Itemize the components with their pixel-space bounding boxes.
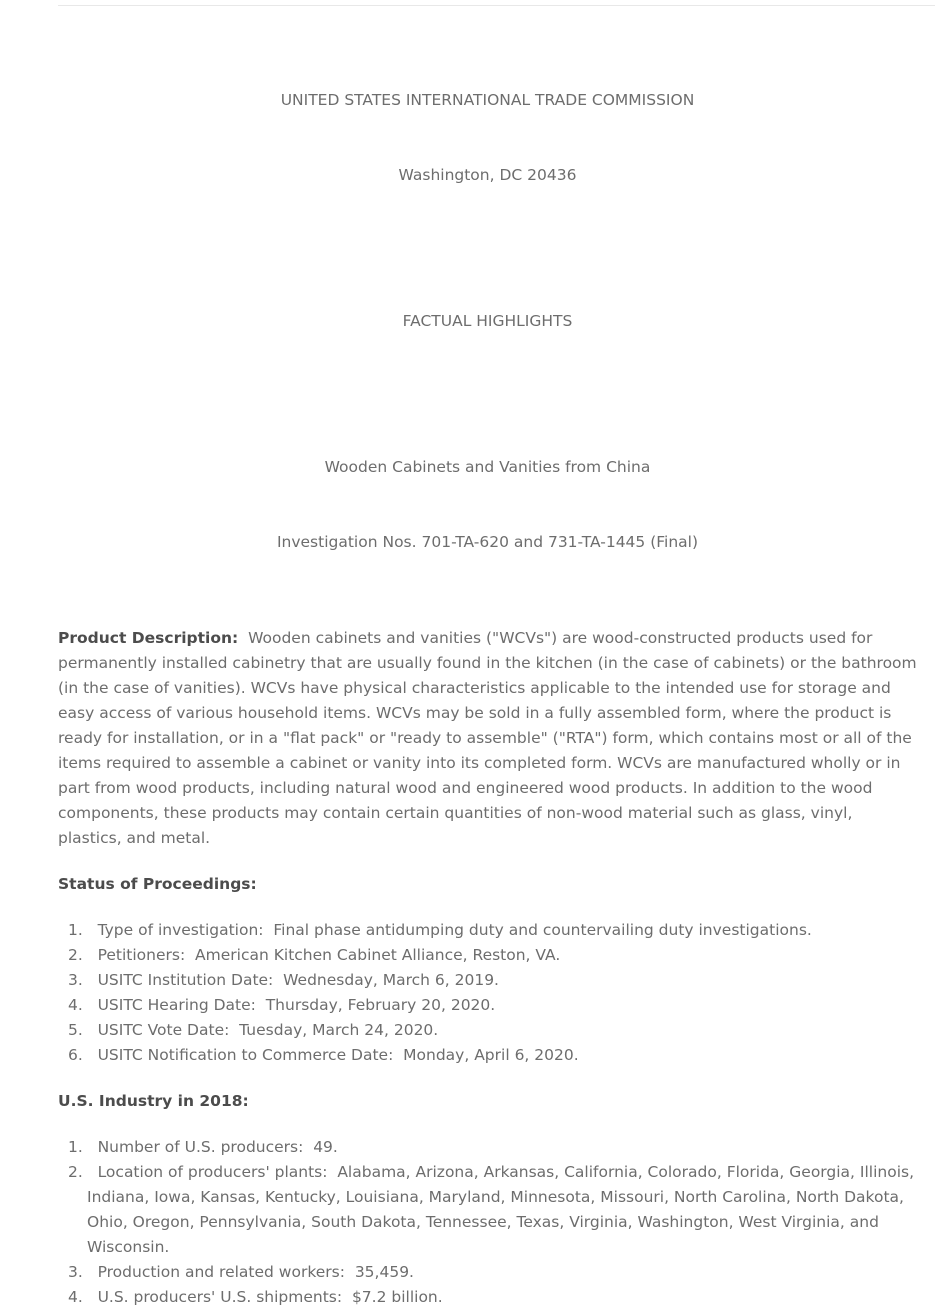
org-address: Washington, DC 20436 <box>398 166 577 184</box>
us-industry-list <box>58 1135 917 1310</box>
product-description-paragraph <box>58 626 922 851</box>
list-item: 3. Production and related workers: 35,459. <box>68 1263 414 1281</box>
list-item: 1. Type of investigation: Final phase antidumping duty and countervailing duty investigations. <box>68 921 812 939</box>
product-description-label: Product Description: <box>58 629 239 647</box>
list-item: 1. Number of U.S. producers: 49. <box>68 1138 338 1156</box>
list-item: 6. USITC Notification to Commerce Date: Monday, April 6, 2020. <box>68 1046 579 1064</box>
doc-type-title: FACTUAL HIGHLIGHTS <box>402 312 573 330</box>
status-of-proceedings-list <box>58 918 917 1068</box>
list-item: 2. Petitioners: American Kitchen Cabinet Alliance, Reston, VA. <box>68 946 561 964</box>
org-name: UNITED STATES INTERNATIONAL TRADE COMMISSION <box>280 91 695 109</box>
doc-type-block <box>58 259 917 384</box>
case-header-block <box>58 405 917 605</box>
case-investigation-numbers: Investigation Nos. 701-TA-620 and 731-TA-1445 (Final) <box>276 533 699 551</box>
product-description-text: Wooden cabinets and vanities ("WCVs") are wood-constructed products used for permanently installed cabinetry that are usually found in the kitchen (in the case of cabinets) or the bathroom (in the case of vanities). WCVs have physical characteristics applicable to the intended use for storage and easy access of various household items. WCVs may be sold in a fully assembled form, where the product is ready for installation, or in a "flat pack" or "ready to assemble" ("RTA") form, which contains most or all of the items required to assemble a cabinet or vanity into its completed form. WCVs are manufactured wholly or in part from wood products, including natural wood and engineered wood products. In addition to the wood components, these products may contain certain quantities of non-wood material such as glass, vinyl, plastics, and metal. <box>58 629 922 847</box>
list-item: 4. U.S. producers' U.S. shipments: $7.2 billion. <box>68 1288 443 1306</box>
case-title: Wooden Cabinets and Vanities from China <box>324 458 651 476</box>
status-of-proceedings-heading: Status of Proceedings: <box>58 875 257 893</box>
us-industry-heading: U.S. Industry in 2018: <box>58 1092 249 1110</box>
list-item: 4. USITC Hearing Date: Thursday, February 20, 2020. <box>68 996 496 1014</box>
document-body <box>0 6 935 1310</box>
org-header-block <box>58 38 917 238</box>
list-item: 2. Location of producers' plants: Alabama, Arizona, Arkansas, California, Colorado, Florida, Georgia, Illinois, Indiana, Iowa, Kansas, Kentucky, Louisiana, Maryland, Minnesota, Missouri, North Carolina, North Dakota, Ohio, Oregon, Pennsylvania, South Dakota, Tennessee, Texas, Virginia, Washington, West Virginia, and Wisconsin. <box>68 1163 919 1256</box>
list-item: 5. USITC Vote Date: Tuesday, March 24, 2020. <box>68 1021 439 1039</box>
list-item: 3. USITC Institution Date: Wednesday, March 6, 2019. <box>68 971 499 989</box>
